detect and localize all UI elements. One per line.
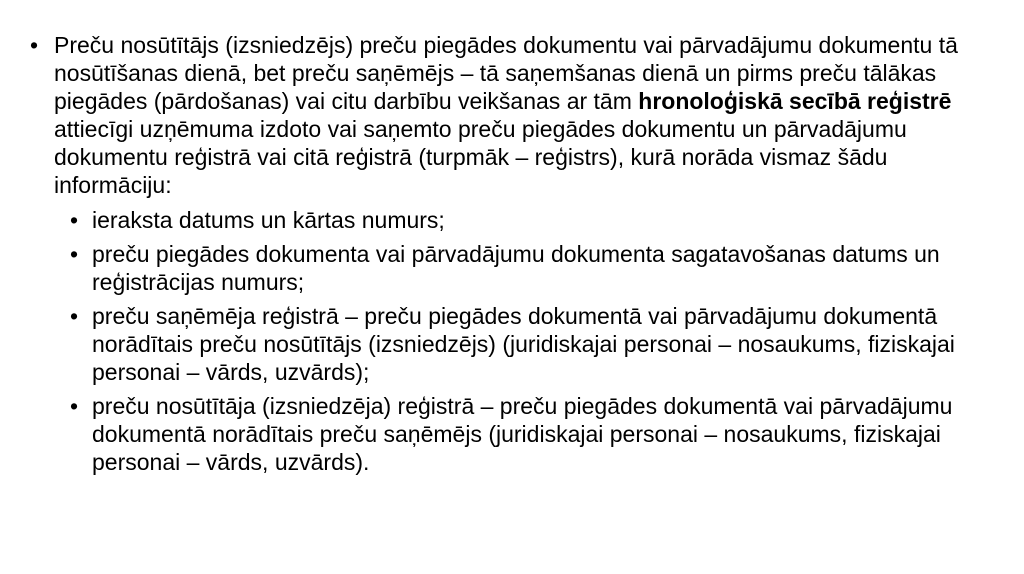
sub-bullet-2 (30, 240, 970, 296)
main-bullet-bold-text: hronoloģiskā secībā reģistrē (638, 88, 952, 114)
main-bullet (30, 31, 970, 199)
bullet-dot: • (30, 32, 39, 58)
sub-bullet-text: ieraksta datums un kārtas numurs; (92, 207, 445, 233)
sub-bullet-1 (30, 206, 970, 234)
sub-bullet-text: preču saņēmēja reģistrā – preču piegādes dokumentā vai pārvadājumu dokumentā norādītais preču nosūtītājs (izsniedzējs) (juridiskajai personai – nosaukums, fiziskajai personai – vārds, uzvārds); (92, 303, 955, 385)
bullet-dot: • (70, 393, 79, 419)
sub-bullet-4 (30, 392, 970, 476)
main-bullet-text-before: Preču nosūtītājs (izsniedzējs) preču piegādes dokumentu vai pārvadājumu dokumentu tā nosūtīšanas dienā, bet preču saņēmējs – tā saņemšanas dienā un pirms preču tālākas piegādes (pārdošanas) vai citu darbību veikšanas ar tām (54, 32, 958, 114)
slide-content (30, 31, 970, 476)
main-bullet-text-after: attiecīgi uzņēmuma izdoto vai saņemto preču piegādes dokumentu un pārvadājumu dokumentu reģistrā vai citā reģistrā (turpmāk – reģistrs), kurā norāda vismaz šādu informāciju: (54, 116, 907, 198)
bullet-dot: • (70, 207, 79, 233)
bullet-dot: • (70, 241, 79, 267)
sub-bullet-text: preču piegādes dokumenta vai pārvadājumu dokumenta sagatavošanas datums un reģistrācijas numurs; (92, 241, 940, 295)
sub-bullet-3 (30, 302, 970, 386)
bullet-dot: • (70, 303, 79, 329)
sub-bullet-text: preču nosūtītāja (izsniedzēja) reģistrā – preču piegādes dokumentā vai pārvadājumu dokumentā norādītais preču saņēmējs (juridiskajai personai – nosaukums, fiziskajai personai – vārds, uzvārds). (92, 393, 953, 475)
